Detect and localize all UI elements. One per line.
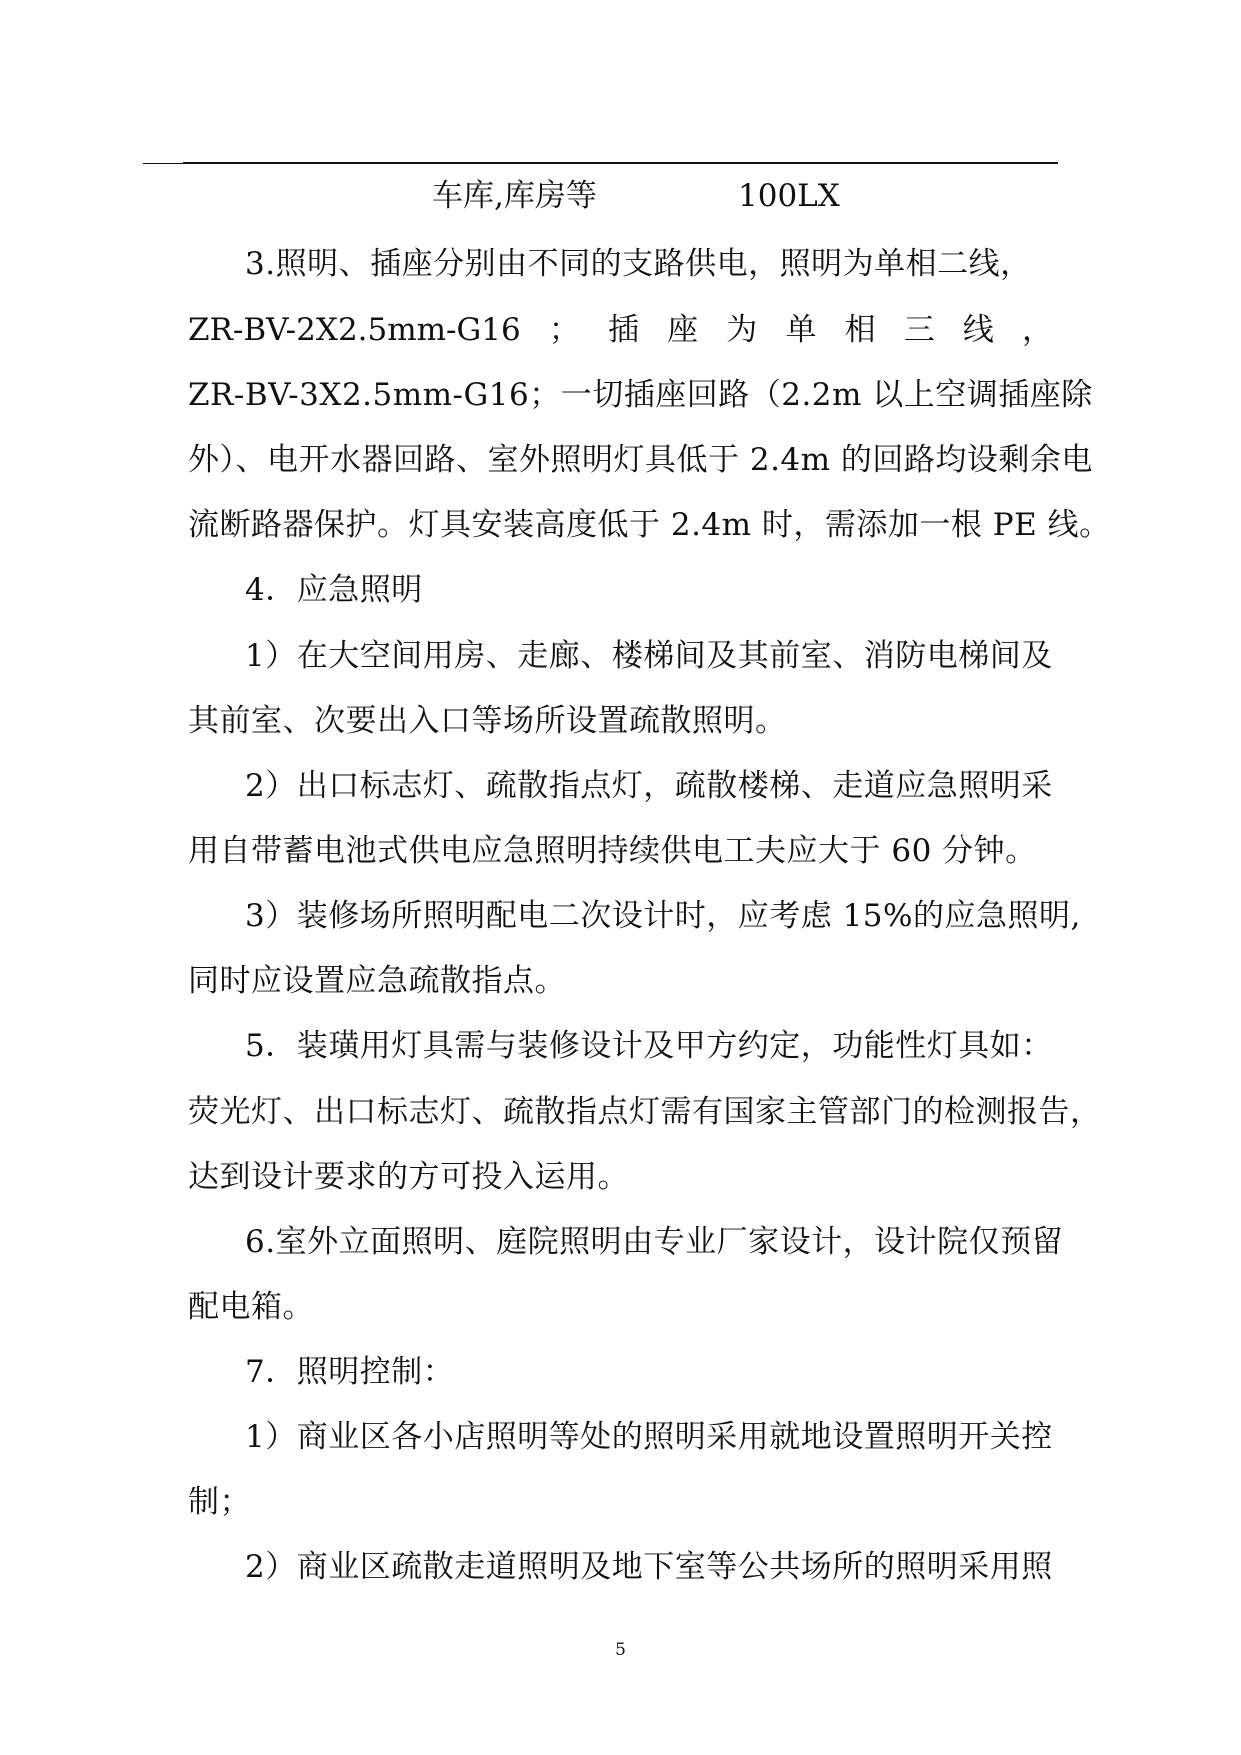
table-place-cell: 车库,库房等 [432,178,597,214]
section5-line2: 荧光灯、出口标志灯、疏散指点灯需有国家主管部门的检测报告， [188,1094,1102,1130]
section4-heading: 4．应急照明 [245,572,423,608]
section7-item1-line2: 制； [188,1484,251,1520]
section6-line1: 6.室外立面照明、庭院照明由专业厂家设计，设计院仅预留 [245,1224,1064,1260]
section3-line5: 流断路器保护。灯具安装高度低于 2.4m 时，需添加一根 PE 线。 [188,507,1111,543]
text-segment: ； [548,312,580,348]
section4-item2-line1: 2）出口标志灯、疏散指点灯，疏散楼梯、走道应急照明采 [245,768,1053,804]
page-number: 5 [615,1640,626,1660]
section3-line1: 3.照明、插座分别由不同的支路供电，照明为单相二线， [245,246,1032,282]
text-segment: 三 [903,312,935,348]
text-segment: 插 [608,312,640,348]
section7-item2-line1: 2）商业区疏散走道照明及地下室等公共场所的照明采用照 [245,1549,1053,1585]
section7-heading: 7．照明控制： [245,1354,455,1390]
section4-item2-line2: 用自带蓄电池式供电应急照明持续供电工夫应大于 60 分钟。 [188,833,1037,869]
section3-line4: 外）、电开水器回路、室外照明灯具低于 2.4m 的回路均设剩余电 [188,442,1093,478]
text-segment: 座 [667,312,699,348]
header-rule-gap [143,162,183,163]
section4-item3-line2: 同时应设置应急疏散指点。 [188,963,566,999]
section5-line3: 达到设计要求的方可投入运用。 [188,1159,629,1195]
text-segment: ， [1022,312,1053,348]
text-segment: 相 [844,312,876,348]
section3-line2 [188,310,1053,350]
section7-item1-line1: 1）商业区各小店照明等处的照明采用就地设置照明开关控 [245,1419,1053,1455]
section4-item3-line1: 3）装修场所照明配电二次设计时，应考虑 15%的应急照明, [245,898,1081,934]
section3-line3: ZR-BV-3X2.5mm-G16；一切插座回路（2.2m 以上空调插座除 [188,377,1093,413]
section4-item1-line1: 1）在大空间用房、走廊、楼梯间及其前室、消防电梯间及 [245,638,1053,674]
section4-item1-line2: 其前室、次要出入口等场所设置疏散照明。 [188,703,787,739]
section6-line2: 配电箱。 [188,1289,314,1325]
text-segment: 单 [785,312,817,348]
section5-line1: 5．装璜用灯具需与装修设计及甲方约定，功能性灯具如： [245,1028,1053,1064]
text-segment: 为 [726,312,758,348]
text-segment: ZR-BV-2X2.5mm-G16 [188,312,521,348]
table-illuminance-cell: 100LX [738,178,840,214]
text-segment: 线 [962,312,994,348]
header-rule [143,162,1058,164]
